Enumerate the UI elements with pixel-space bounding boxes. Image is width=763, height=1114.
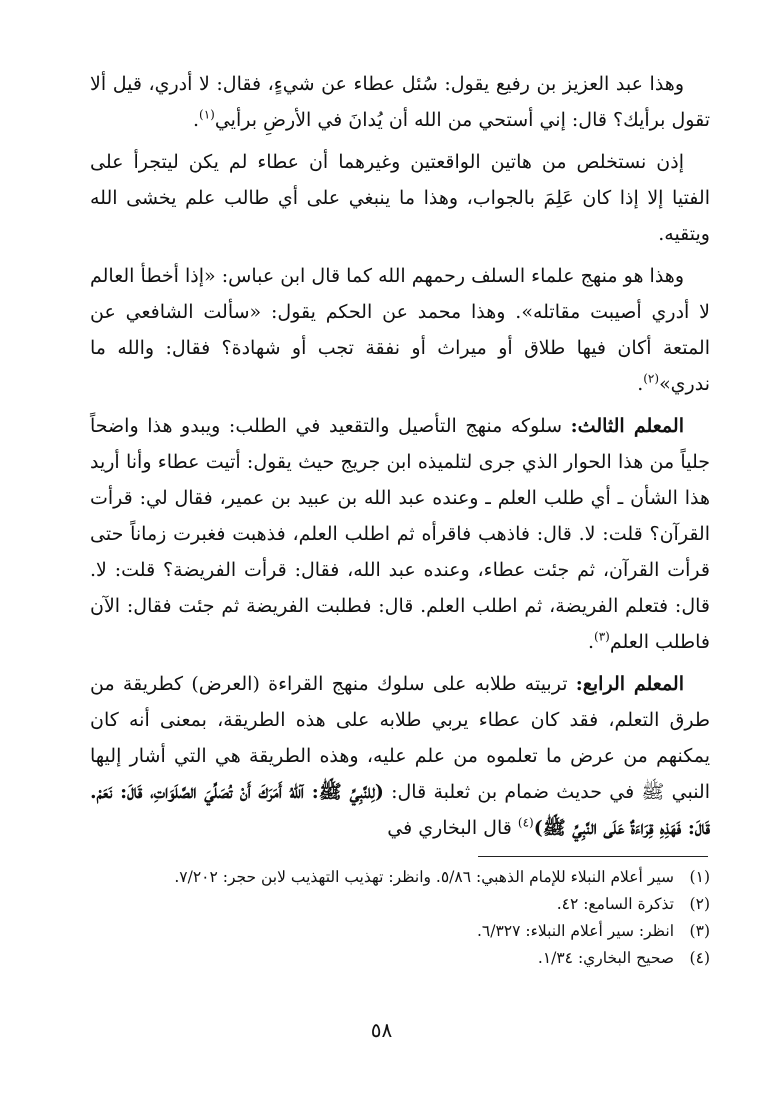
footnote-1 — [90, 864, 710, 891]
paragraph-fourth-feature — [90, 666, 710, 846]
footnote-divider — [478, 856, 708, 857]
paragraph-end: قال البخاري في — [387, 817, 518, 839]
footnote-number: (٣) — [689, 922, 710, 940]
paragraph-ata-la-adri — [90, 66, 710, 138]
paragraph-salaf-method — [90, 258, 710, 402]
footnotes — [90, 864, 710, 972]
paragraph-text: وهذا هو منهج علماء السلف رحمهم الله كما قال ابن عباس: «إذا أخطأ العالم لا أدري أصيبت مقاتله». وهذا محمد عن الحكم يقول: «سألت الشافعي عن المتعة أكان فيها طلاق أو ميراث أو نفقة تجب أو شهادة؟ فقال: والله ما ندري» — [90, 265, 710, 395]
paragraph-text: إذن نستخلص من هاتين الواقعتين وغيرهما أن عطاء لم يكن ليتجرأ على الفتيا إلا إذا كان عَلِمَ بالجواب، وهذا ما ينبغي على أي طالب علم يخشى الله ويتقيه. — [90, 151, 710, 245]
paragraph-end: . — [637, 373, 644, 395]
footnote-3 — [90, 918, 710, 945]
footnote-2 — [90, 891, 710, 918]
footnote-number: (٤) — [689, 949, 710, 967]
section-label-fourth: المعلم الرابع: — [575, 673, 684, 695]
footnote-text: صحيح البخاري: ١/٣٤. — [537, 949, 674, 967]
page-body — [90, 66, 710, 852]
hadith-quote: (لِلنَّبِيِّ ﷺ: آللهُ أَمَرَكَ أَنْ تُصَلِّيَ الصَّلَوَاتِ، قَالَ: نَعَمْ. قَالَ: فَهَذِهِ قِرَاءَةٌ عَلَى النَّبِيِّ ﷺ) — [90, 781, 710, 839]
footnote-text: انظر: سير أعلام النبلاء: ٦/٣٢٧. — [476, 922, 674, 940]
footnote-ref-3[interactable]: (٣) — [594, 629, 610, 644]
paragraph-conclusion — [90, 144, 710, 252]
footnote-ref-2[interactable]: (٢) — [643, 371, 660, 386]
page-number: ٥٨ — [370, 1018, 393, 1042]
footnote-ref-4[interactable]: (٤) — [517, 815, 534, 830]
section-label-third: المعلم الثالث: — [570, 415, 684, 437]
paragraph-third-feature — [90, 408, 710, 660]
paragraph-end: . — [587, 631, 595, 653]
footnote-number: (١) — [689, 868, 710, 886]
footnote-text: تذكرة السامع: ٤٢. — [556, 895, 674, 913]
paragraph-text: سلوكه منهج التأصيل والتقعيد في الطلب: ويبدو هذا واضحاً جلياً من هذا الحوار الذي جرى لتلميذه ابن جريج حيث يقول: أتيت عطاء وأنا أريد هذا الشأن ـ أي طلب العلم ـ وعنده عبد الله بن عبيد بن عمير، فقال لي: قرأت القرآن؟ قلت: لا. قال: فاذهب فاقرأه ثم اطلب العلم، فذهبت فغبرت زماناً حتى قرأت القرآن، ثم جئت عطاء، وعنده عبد الله، فقال: قرأت الفريضة؟ قلت: لا. قال: فتعلم الفريضة، ثم اطلب العلم. قال: فطلبت الفريضة ثم جئت فقال: الآن فاطلب العلم — [90, 415, 710, 653]
paragraph-text: تربيته طلابه على سلوك منهج القراءة (العرض) كطريقة من طرق التعلم، فقد كان عطاء يربي طلابه على هذه الطريقة، بمعنى أنه كان يمكنهم من عرض ما تعلموه من علم عليه، وهذه الطريقة هي التي أشار إليها النبي ﷺ في حديث ضمام بن ثعلبة قال: — [90, 673, 710, 803]
footnote-number: (٢) — [689, 895, 710, 913]
paragraph-text: وهذا عبد العزيز بن رفيع يقول: سُئل عطاء عن شيءٍ، فقال: لا أدري، قيل ألا تقول برأيك؟ قال: إني أستحي من الله أن يُدانَ في الأرضِ برأيي — [90, 73, 710, 131]
footnote-ref-1[interactable]: (١) — [199, 107, 215, 122]
paragraph-end: . — [192, 109, 199, 131]
footnote-4 — [90, 945, 710, 972]
footnote-text: سير أعلام النبلاء للإمام الذهبي: ٥/٨٦. وانظر: تهذيب التهذيب لابن حجر: ٧/٢٠٢. — [174, 868, 674, 886]
